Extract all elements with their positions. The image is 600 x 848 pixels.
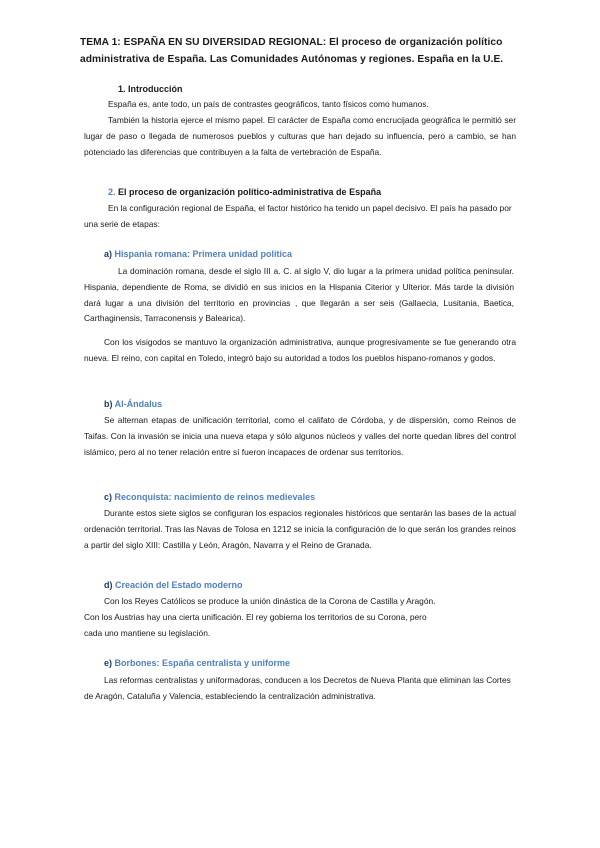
section-heading-proceso <box>108 186 381 199</box>
subsection-title: Creación del Estado moderno <box>112 580 243 590</box>
subsection-heading-reconquista <box>104 491 315 504</box>
estado-moderno-line-3: cada uno mantiene su legislación. <box>84 628 211 638</box>
intro-paragraph-2: También la historia ejerce el mismo papel. El carácter de España como encrucijada geográfica le permitió ser lugar de paso o llegada de numerosos pueblos y culturas que han dejado su influencia, pero a cambio, se han potenciado las diferencias que contribuyen a la falta de vertebración de España. <box>84 115 516 157</box>
subsection-label: e) <box>104 658 113 668</box>
subsection-heading-hispania-romana <box>104 248 292 261</box>
hispania-romana-paragraph-2: Con los visigodos se mantuvo la organización administrativa, aunque progresivamente se fue generando otra nueva. El reino, con capital en Toledo, integró bajo su autoridad a todos los pueblos hispano-romanos y godos. <box>84 337 516 363</box>
section-heading-text: El proceso de organización político-administrativa de España <box>115 187 382 197</box>
section-number: 2. <box>108 187 116 197</box>
estado-moderno-line-2: Con los Austrias hay una cierta unificación. El rey gobierna los territorios de su Corona, pero <box>84 612 427 622</box>
al-andalus-paragraph: Se alternan etapas de unificación territorial, como el califato de Córdoba, y de dispersión, como Reinos de Taifas. Con la invasión se inicia una nueva etapa y sólo algunos núcleos y valles del norte quedan libres del control islámico, pero al no tener relación entre sí fueron incapaces de ordenar sus territorios. <box>84 415 516 457</box>
subsection-label: b) <box>104 399 113 409</box>
document-title: TEMA 1: ESPAÑA EN SU DIVERSIDAD REGIONAL: El proceso de organización político administrativa de España. Las Comunidades Autónomas y regiones. España en la U.E. <box>80 37 504 65</box>
borbones-paragraph: Las reformas centralistas y uniformadoras, conducen a los Decretos de Nueva Planta que eliminan las Cortes de Aragón, Cataluña y Valencia, estableciendo la centralización administrativa. <box>84 675 511 701</box>
subsection-title: Hispania romana: Primera unidad política <box>112 249 293 259</box>
subsection-label: a) <box>104 249 113 259</box>
estado-moderno-line-1: Con los Reyes Católicos se produce la unión dinástica de la Corona de Castilla y Aragón. <box>104 596 436 606</box>
subsection-heading-al-andalus <box>104 398 162 411</box>
subsection-title: Al-Ándalus <box>112 399 163 409</box>
reconquista-paragraph: Durante estos siete siglos se configuran los espacios regionales históricos que sentarán las bases de la actual ordenación territorial. Tras las Navas de Tolosa en 1212 se inicia la configuración de lo que serán los grandes reinos a partir del siglo XIII: Castilla y León, Aragón, Navarra y el Reino de Granada. <box>84 508 516 550</box>
subsection-label: c) <box>104 492 113 502</box>
section-heading-introduccion: 1. Introducción <box>118 84 183 94</box>
hispania-romana-paragraph-1: La dominación romana, desde el siglo III a. C. al siglo V, dio lugar a la primera unidad política peninsular. Hispania, dependiente de Roma, se dividió en sus inicios en la Hispania Citerior y Ulterior. Más tarde la división dará lugar a una división del territorio en provincias , que llegarán a ser seis (Gallaecia, Lusitania, Baetica, Carthaginensis, Tarraconensis y Balearica). <box>84 266 514 324</box>
subsection-title: Reconquista: nacimiento de reinos medievales <box>112 492 316 502</box>
proceso-intro-paragraph: En la configuración regional de España, el factor histórico ha tenido un papel decisivo. El país ha pasado por una serie de etapas: <box>84 203 512 229</box>
subsection-title: Borbones: España centralista y uniforme <box>112 658 291 668</box>
subsection-heading-borbones <box>104 657 290 670</box>
subsection-heading-estado-moderno <box>104 579 243 592</box>
intro-paragraph-1: España es, ante todo, un país de contrastes geográficos, tanto físicos como humanos. <box>108 99 429 109</box>
subsection-label: d) <box>104 580 113 590</box>
